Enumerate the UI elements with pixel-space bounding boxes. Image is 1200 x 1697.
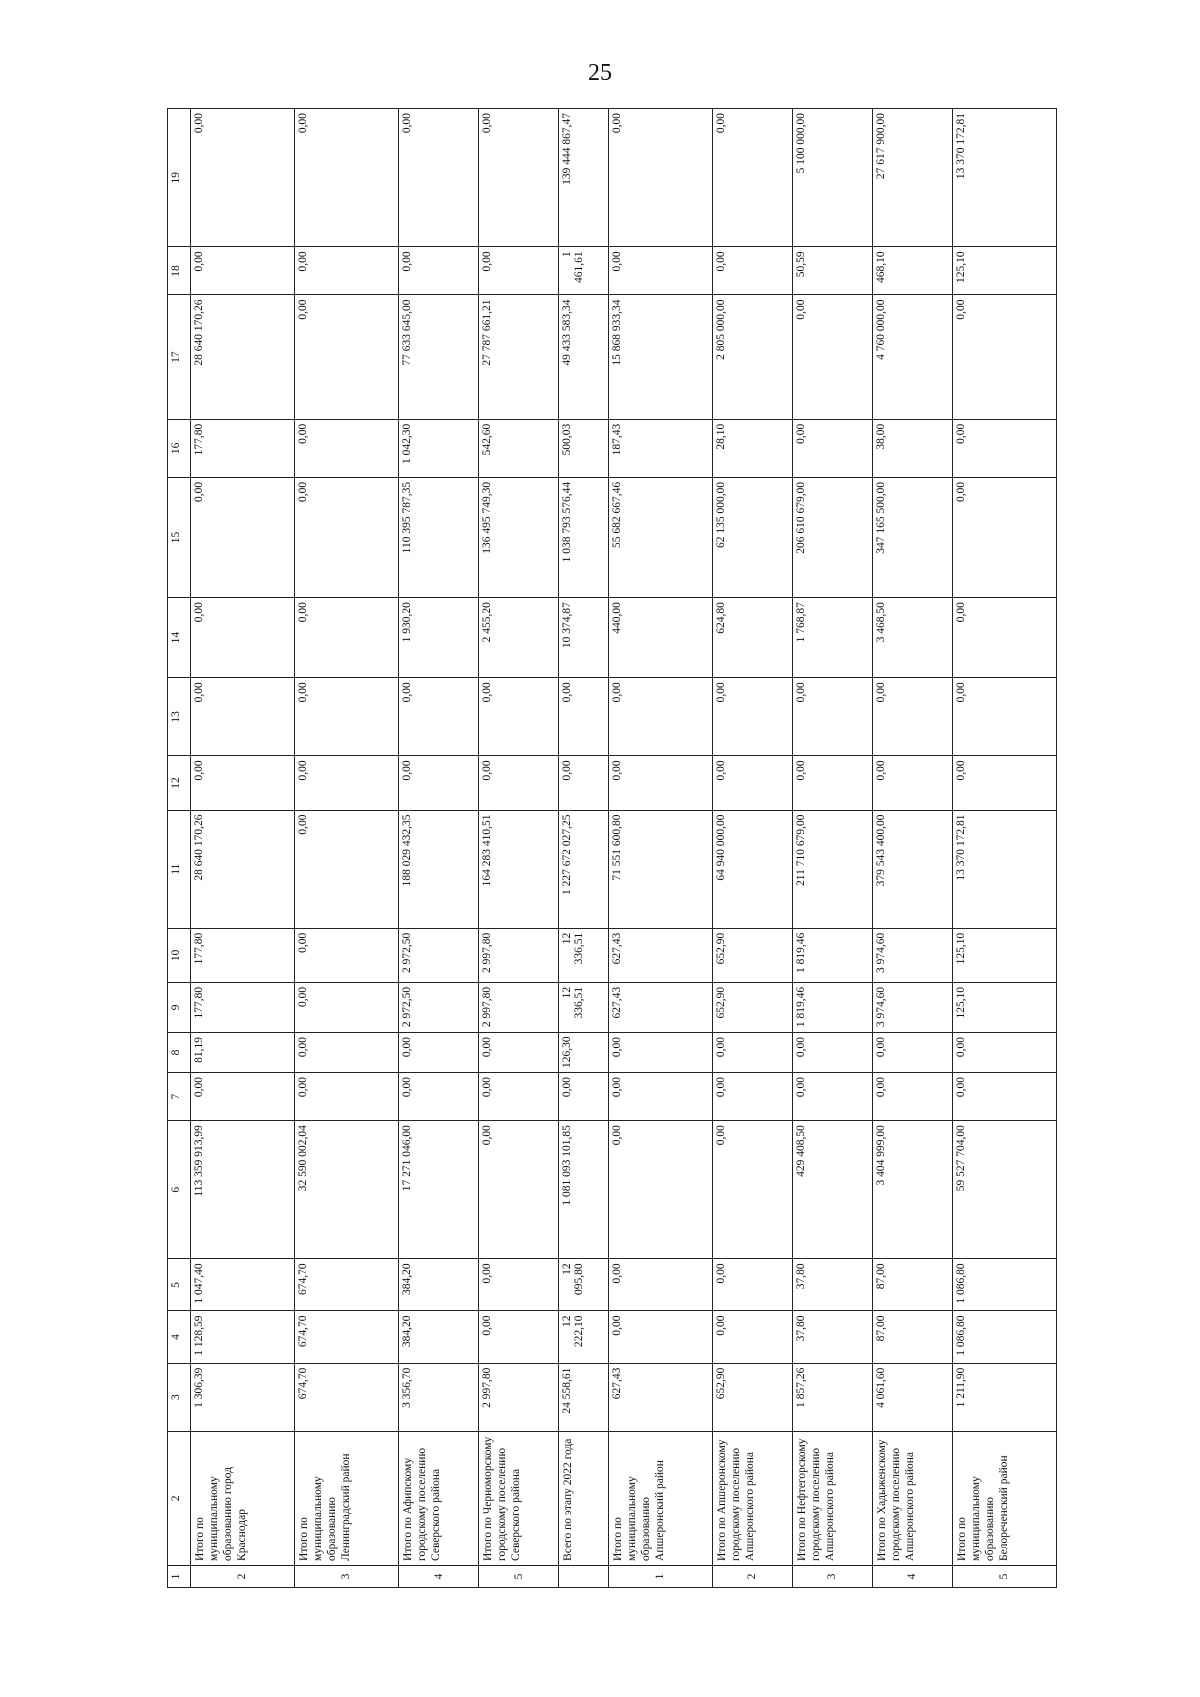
cell-c17: 77 633 645,00: [398, 295, 478, 419]
table-body: [191, 109, 1057, 1588]
cell-c6: 59 527 704,00: [952, 1121, 1056, 1259]
cell-c4: 1 128,59: [191, 1311, 295, 1363]
cell-c4: 1 086,80: [952, 1311, 1056, 1363]
cell-c6: 113 359 913,99: [191, 1121, 295, 1259]
cell-c5: 384,20: [398, 1259, 478, 1311]
cell-c12: 0,00: [479, 756, 559, 810]
cell-c18: 50,59: [792, 247, 872, 295]
cell-c8: 81,19: [191, 1032, 295, 1072]
row-name: Итого по Нефтегорскому городскому поселению Апшеронского района: [792, 1431, 872, 1565]
row-index: 5: [952, 1565, 1056, 1587]
column-header: 5: [168, 1259, 191, 1311]
row-index: 3: [792, 1565, 872, 1587]
cell-c5: 87,00: [872, 1259, 952, 1311]
cell-c13: 0,00: [872, 678, 952, 756]
cell-c17: 15 868 933,34: [608, 295, 712, 419]
cell-c18: 0,00: [398, 247, 478, 295]
column-header: 4: [168, 1311, 191, 1363]
cell-c14: 2 455,20: [479, 598, 559, 678]
cell-c12: 0,00: [559, 756, 608, 810]
cell-c13: 0,00: [792, 678, 872, 756]
cell-c7: 0,00: [479, 1073, 559, 1121]
row-name: Итого по Черноморскому городскому поселению Северского района: [479, 1431, 559, 1565]
cell-c19: 0,00: [608, 109, 712, 247]
row-name: Итого по Хадыженскому городскому поселению Апшеронского района: [872, 1431, 952, 1565]
column-header: 1: [168, 1565, 191, 1587]
cell-c5: 0,00: [479, 1259, 559, 1311]
cell-c19: 0,00: [479, 109, 559, 247]
cell-c10: 177,80: [191, 928, 295, 982]
cell-c16: 177,80: [191, 419, 295, 477]
cell-c6: 0,00: [608, 1121, 712, 1259]
cell-c6: 17 271 046,00: [398, 1121, 478, 1259]
cell-c14: 1 768,87: [792, 598, 872, 678]
page-number: 25: [588, 60, 612, 86]
cell-c3: 627,43: [608, 1363, 712, 1431]
cell-c7: 0,00: [872, 1073, 952, 1121]
cell-c19: 139 444 867,47: [559, 109, 608, 247]
cell-c8: 0,00: [294, 1032, 398, 1072]
cell-c5: 0,00: [712, 1259, 792, 1311]
cell-c3: 674,70: [294, 1363, 398, 1431]
cell-c13: 0,00: [479, 678, 559, 756]
cell-c3: 4 061,60: [872, 1363, 952, 1431]
cell-c17: 0,00: [792, 295, 872, 419]
rotated-table-inner: [167, 108, 1057, 1588]
cell-c15: 62 135 000,00: [712, 477, 792, 597]
cell-c3: 652,90: [712, 1363, 792, 1431]
row-name: Итого по муниципальному образованию город Краснодар: [191, 1431, 295, 1565]
cell-c10: 12 336,51: [559, 928, 608, 982]
column-header: 16: [168, 419, 191, 477]
cell-c7: 0,00: [294, 1073, 398, 1121]
cell-c6: 0,00: [479, 1121, 559, 1259]
table-row: [191, 109, 295, 1588]
cell-c4: 0,00: [479, 1311, 559, 1363]
row-name: Итого по муниципальному образованию Белореченский район: [952, 1431, 1056, 1565]
cell-c4: 37,80: [792, 1311, 872, 1363]
cell-c10: 0,00: [294, 928, 398, 982]
table-row: [479, 109, 559, 1588]
cell-c5: 37,80: [792, 1259, 872, 1311]
cell-c9: 125,10: [952, 982, 1056, 1032]
cell-c10: 125,10: [952, 928, 1056, 982]
cell-c9: 652,90: [712, 982, 792, 1032]
cell-c8: 0,00: [952, 1032, 1056, 1072]
row-index: 4: [872, 1565, 952, 1587]
cell-c8: 0,00: [792, 1032, 872, 1072]
cell-c15: 0,00: [952, 477, 1056, 597]
row-name: Всего по этапу 2022 года: [559, 1431, 608, 1565]
cell-c7: 0,00: [712, 1073, 792, 1121]
column-header: 15: [168, 477, 191, 597]
cell-c18: 0,00: [479, 247, 559, 295]
cell-c13: 0,00: [294, 678, 398, 756]
row-name: Итого по муниципальному образованию Апшеронский район: [608, 1431, 712, 1565]
table-row: [294, 109, 398, 1588]
cell-c3: 1 211,90: [952, 1363, 1056, 1431]
cell-c8: 0,00: [712, 1032, 792, 1072]
column-header: 13: [168, 678, 191, 756]
cell-c19: 5 100 000,00: [792, 109, 872, 247]
cell-c8: 0,00: [398, 1032, 478, 1072]
cell-c14: 10 374,87: [559, 598, 608, 678]
cell-c8: 0,00: [872, 1032, 952, 1072]
cell-c9: 1 819,46: [792, 982, 872, 1032]
cell-c17: 2 805 000,00: [712, 295, 792, 419]
cell-c14: 1 930,20: [398, 598, 478, 678]
cell-c5: 1 047,40: [191, 1259, 295, 1311]
row-index: 3: [294, 1565, 398, 1587]
cell-c14: 0,00: [294, 598, 398, 678]
row-index: 1: [608, 1565, 712, 1587]
column-header: 8: [168, 1032, 191, 1072]
cell-c7: 0,00: [398, 1073, 478, 1121]
column-header: 18: [168, 247, 191, 295]
cell-c13: 0,00: [398, 678, 478, 756]
cell-c3: 2 997,80: [479, 1363, 559, 1431]
cell-c16: 38,00: [872, 419, 952, 477]
table-row: [792, 109, 872, 1588]
cell-c16: 0,00: [952, 419, 1056, 477]
row-name: Итого по Апшеронскому городскому поселению Апшеронского района: [712, 1431, 792, 1565]
cell-c9: 3 974,60: [872, 982, 952, 1032]
cell-c18: 125,10: [952, 247, 1056, 295]
cell-c11: 28 640 170,26: [191, 810, 295, 928]
cell-c5: 0,00: [608, 1259, 712, 1311]
cell-c19: 13 370 172,81: [952, 109, 1056, 247]
cell-c15: 55 682 667,46: [608, 477, 712, 597]
column-header: 10: [168, 928, 191, 982]
row-name: Итого по Афипскому городскому поселению Северского района: [398, 1431, 478, 1565]
cell-c12: 0,00: [294, 756, 398, 810]
cell-c8: 126,30: [559, 1032, 608, 1072]
cell-c15: 136 495 749,30: [479, 477, 559, 597]
cell-c10: 652,90: [712, 928, 792, 982]
cell-c19: 0,00: [712, 109, 792, 247]
row-index: 2: [712, 1565, 792, 1587]
row-index: [559, 1565, 608, 1587]
cell-c11: 71 551 600,80: [608, 810, 712, 928]
cell-c17: 0,00: [294, 295, 398, 419]
table-row: [872, 109, 952, 1588]
cell-c16: 500,03: [559, 419, 608, 477]
cell-c13: 0,00: [608, 678, 712, 756]
cell-c16: 187,43: [608, 419, 712, 477]
cell-c11: 13 370 172,81: [952, 810, 1056, 928]
column-header: 19: [168, 109, 191, 247]
cell-c18: 468,10: [872, 247, 952, 295]
cell-c17: 27 787 661,21: [479, 295, 559, 419]
cell-c12: 0,00: [952, 756, 1056, 810]
cell-c3: 1 306,39: [191, 1363, 295, 1431]
cell-c10: 2 997,80: [479, 928, 559, 982]
cell-c19: 0,00: [191, 109, 295, 247]
cell-c11: 1 227 672 027,25: [559, 810, 608, 928]
cell-c15: 1 038 793 576,44: [559, 477, 608, 597]
cell-c17: 28 640 170,26: [191, 295, 295, 419]
cell-c18: 0,00: [294, 247, 398, 295]
cell-c12: 0,00: [608, 756, 712, 810]
cell-c19: 0,00: [398, 109, 478, 247]
cell-c12: 0,00: [191, 756, 295, 810]
header-row: [168, 109, 191, 1588]
cell-c9: 2 997,80: [479, 982, 559, 1032]
cell-c11: 0,00: [294, 810, 398, 928]
cell-c14: 3 468,50: [872, 598, 952, 678]
data-table: [167, 108, 1057, 1588]
cell-c14: 0,00: [952, 598, 1056, 678]
cell-c13: 0,00: [191, 678, 295, 756]
table-row: [608, 109, 712, 1588]
cell-c7: 0,00: [792, 1073, 872, 1121]
cell-c3: 3 356,70: [398, 1363, 478, 1431]
cell-c16: 28,10: [712, 419, 792, 477]
cell-c13: 0,00: [559, 678, 608, 756]
cell-c9: 177,80: [191, 982, 295, 1032]
cell-c15: 206 610 679,00: [792, 477, 872, 597]
cell-c5: 674,70: [294, 1259, 398, 1311]
cell-c15: 110 395 787,35: [398, 477, 478, 597]
cell-c10: 3 974,60: [872, 928, 952, 982]
cell-c10: 1 819,46: [792, 928, 872, 982]
cell-c7: 0,00: [191, 1073, 295, 1121]
cell-c18: 0,00: [712, 247, 792, 295]
cell-c5: 12 095,80: [559, 1259, 608, 1311]
cell-c10: 2 972,50: [398, 928, 478, 982]
column-header: 9: [168, 982, 191, 1032]
cell-c13: 0,00: [952, 678, 1056, 756]
cell-c6: 3 404 999,00: [872, 1121, 952, 1259]
cell-c14: 624,80: [712, 598, 792, 678]
cell-c17: 49 433 583,34: [559, 295, 608, 419]
column-header: 14: [168, 598, 191, 678]
cell-c8: 0,00: [479, 1032, 559, 1072]
cell-c6: 1 081 093 101,85: [559, 1121, 608, 1259]
row-index: 5: [479, 1565, 559, 1587]
cell-c17: 4 760 000,00: [872, 295, 952, 419]
table-row: [712, 109, 792, 1588]
cell-c12: 0,00: [872, 756, 952, 810]
cell-c6: 0,00: [712, 1121, 792, 1259]
cell-c18: 1 461,61: [559, 247, 608, 295]
cell-c12: 0,00: [398, 756, 478, 810]
cell-c14: 440,00: [608, 598, 712, 678]
column-header: 17: [168, 295, 191, 419]
cell-c16: 0,00: [792, 419, 872, 477]
table-row: [398, 109, 478, 1588]
column-header: 11: [168, 810, 191, 928]
cell-c18: 0,00: [608, 247, 712, 295]
cell-c4: 384,20: [398, 1311, 478, 1363]
cell-c4: 87,00: [872, 1311, 952, 1363]
cell-c15: 0,00: [294, 477, 398, 597]
cell-c4: 674,70: [294, 1311, 398, 1363]
row-index: 4: [398, 1565, 478, 1587]
column-header: 2: [168, 1431, 191, 1565]
row-index: 2: [191, 1565, 295, 1587]
cell-c3: 1 857,26: [792, 1363, 872, 1431]
cell-c12: 0,00: [712, 756, 792, 810]
cell-c4: 0,00: [712, 1311, 792, 1363]
cell-c12: 0,00: [792, 756, 872, 810]
cell-c7: 0,00: [952, 1073, 1056, 1121]
cell-c5: 1 086,80: [952, 1259, 1056, 1311]
cell-c9: 0,00: [294, 982, 398, 1032]
cell-c15: 0,00: [191, 477, 295, 597]
table-row: [952, 109, 1056, 1588]
cell-c17: 0,00: [952, 295, 1056, 419]
cell-c7: 0,00: [608, 1073, 712, 1121]
column-header: 6: [168, 1121, 191, 1259]
cell-c15: 347 165 500,00: [872, 477, 952, 597]
cell-c11: 164 283 410,51: [479, 810, 559, 928]
cell-c14: 0,00: [191, 598, 295, 678]
cell-c19: 0,00: [294, 109, 398, 247]
cell-c10: 627,43: [608, 928, 712, 982]
cell-c16: 542,60: [479, 419, 559, 477]
cell-c8: 0,00: [608, 1032, 712, 1072]
cell-c11: 211 710 679,00: [792, 810, 872, 928]
cell-c9: 627,43: [608, 982, 712, 1032]
cell-c19: 27 617 900,00: [872, 109, 952, 247]
rotated-table-container: [167, 108, 1057, 1588]
cell-c18: 0,00: [191, 247, 295, 295]
cell-c6: 32 590 002,04: [294, 1121, 398, 1259]
column-header: 7: [168, 1073, 191, 1121]
column-header: 3: [168, 1363, 191, 1431]
cell-c4: 0,00: [608, 1311, 712, 1363]
cell-c9: 12 336,51: [559, 982, 608, 1032]
cell-c6: 429 408,50: [792, 1121, 872, 1259]
table-row: [559, 109, 608, 1588]
row-name: Итого по муниципальному образованию Ленинградский район: [294, 1431, 398, 1565]
cell-c3: 24 558,61: [559, 1363, 608, 1431]
cell-c4: 12 222,10: [559, 1311, 608, 1363]
cell-c9: 2 972,50: [398, 982, 478, 1032]
cell-c13: 0,00: [712, 678, 792, 756]
cell-c11: 379 543 400,00: [872, 810, 952, 928]
cell-c11: 64 940 000,00: [712, 810, 792, 928]
column-header: 12: [168, 756, 191, 810]
cell-c16: 0,00: [294, 419, 398, 477]
cell-c11: 188 029 432,35: [398, 810, 478, 928]
cell-c16: 1 042,30: [398, 419, 478, 477]
cell-c7: 0,00: [559, 1073, 608, 1121]
